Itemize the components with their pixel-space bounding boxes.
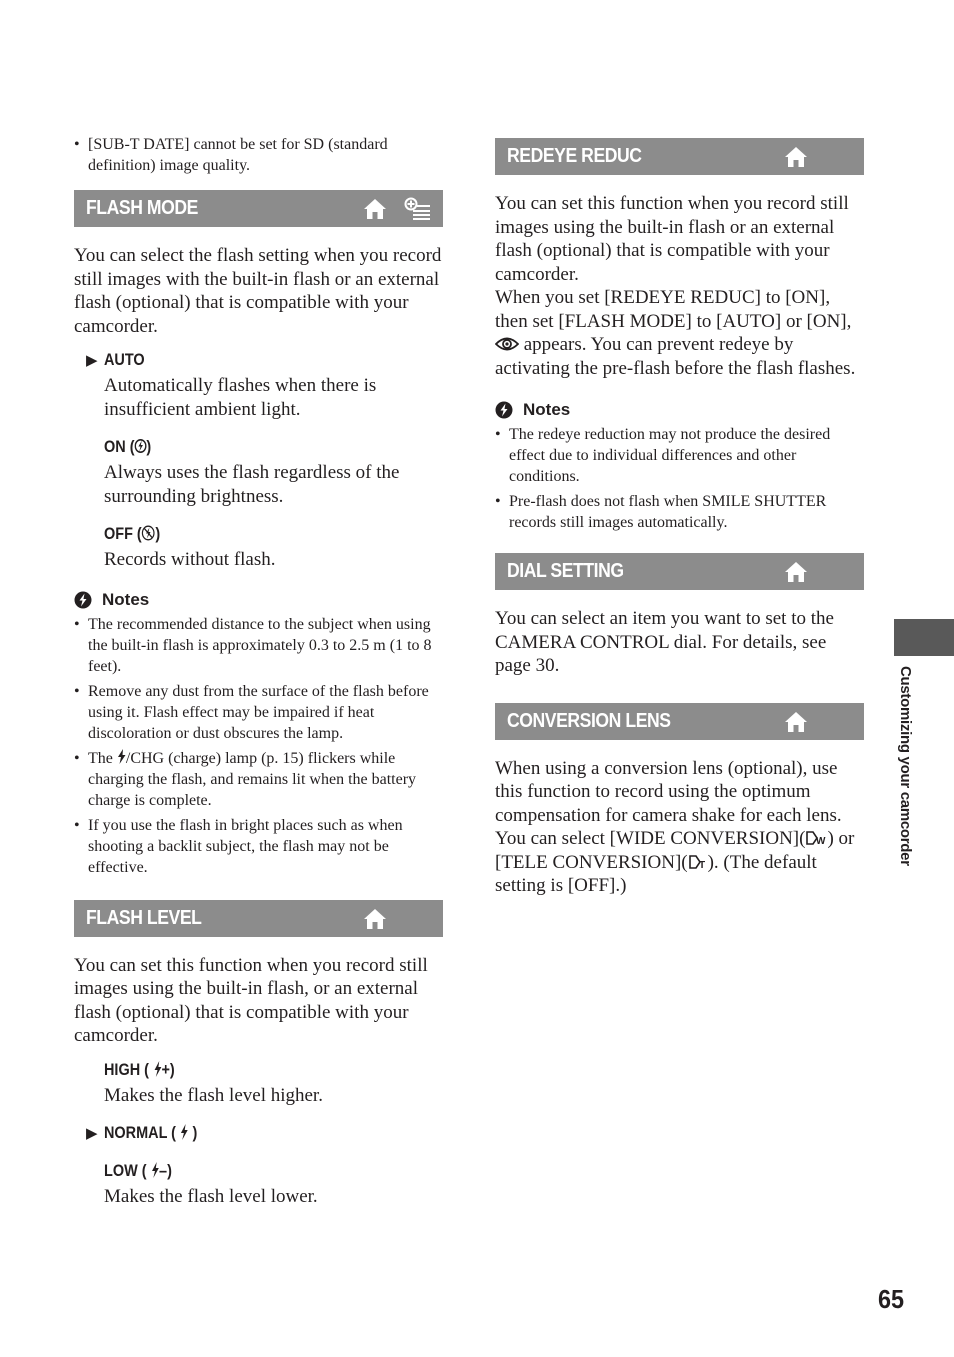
note-item: • If you use the flash in bright places such as when shooting a backlit subject, the flash may not be effective. (74, 815, 443, 878)
option-low: LOW ( –) (104, 1161, 172, 1180)
flash-mode-body: You can select the flash setting when you record still images with the built-in flash or an external flash (optional) that is compatible with your camcorder. (74, 245, 442, 337)
redeye-reduc-header (495, 138, 864, 175)
conversion-lens-body-1: When using a conversion lens (optional), use this function to record using the optimum compensation for camera shake for each lens. (495, 757, 842, 826)
tele-conversion-icon (688, 854, 708, 870)
note-item: • The recommended distance to the subject when using the built-in flash is approximately 0.3 to 2.5 m (1 to 8 feet). (74, 614, 443, 677)
intro-note-list (74, 134, 443, 176)
flash-on-icon (135, 438, 147, 454)
redeye-body-2: When you set [REDEYE REDUC] to [ON], then set [FLASH MODE] to [AUTO] or [ON], appears. You can prevent redeye by activating the pre-flash before the flash flashes. (495, 287, 856, 379)
flash-icon (153, 1061, 162, 1077)
wide-conversion-icon (805, 830, 827, 846)
redeye-body-1: You can set this function when you record still images using the built-in flash or an external flash (optional) that is compatible with your camcorder. (495, 193, 849, 285)
redeye-icon (495, 336, 519, 352)
svg-text:W: W (816, 836, 826, 846)
chapter-tab-marker (894, 619, 954, 656)
note-item: • The /CHG (charge) lamp (p. 15) flickers while charging the flash, and remains lit when the battery charge is complete. (74, 748, 443, 811)
default-arrow-icon: ▶ (86, 352, 98, 369)
dial-setting-title: DIAL SETTING (507, 560, 624, 582)
home-icon (784, 711, 808, 733)
note-item: • Remove any dust from the surface of the flash before using it. Flash effect may be impaired if heat discoloration or dust obscures the lamp. (74, 681, 443, 744)
option-high-desc: Makes the flash level higher. (104, 1084, 323, 1106)
flash-mode-header (74, 190, 443, 227)
conversion-lens-title: CONVERSION LENS (507, 709, 671, 732)
notes-icon (495, 401, 513, 419)
svg-text:T: T (698, 859, 705, 870)
default-arrow-icon: ▶ (86, 1125, 98, 1142)
flash-mode-title: FLASH MODE (86, 197, 198, 219)
left-column (74, 134, 443, 1209)
chapter-side-label: Customizing your camcorder (897, 666, 914, 866)
note-item: • Pre-flash does not flash when SMILE SHUTTER records still images automatically. (495, 491, 864, 533)
option-on-desc: Always uses the flash regardless of the surrounding brightness. (104, 462, 400, 507)
flash-level-body: You can set this function when you record still images using the built-in flash, or an external flash (optional) that is compatible with your camcorder. (74, 954, 428, 1046)
flash-mode-notes (74, 614, 443, 878)
option-normal: ▶ NORMAL ( ) (86, 1123, 198, 1142)
flash-icon (117, 749, 126, 764)
home-icon (363, 198, 387, 220)
dial-setting-body: You can select an item you want to set to the CAMERA CONTROL dial. For details, see page 30. (495, 608, 834, 676)
flash-off-icon (142, 525, 156, 541)
flash-level-title: FLASH LEVEL (86, 906, 202, 929)
conversion-lens-header (495, 703, 864, 740)
option-off: OFF ( ) (104, 524, 161, 543)
redeye-notes-heading: Notes (495, 400, 864, 420)
option-off-desc: Records without flash. (104, 549, 276, 570)
option-on: ON ( ) (104, 437, 152, 456)
option-auto: ▶ AUTO (86, 350, 145, 369)
right-column (495, 138, 864, 898)
redeye-notes (495, 424, 864, 533)
intro-note: • [SUB-T DATE] cannot be set for SD (standard definition) image quality. (74, 134, 443, 176)
redeye-reduc-title: REDEYE REDUC (507, 145, 642, 167)
home-icon (363, 908, 387, 930)
home-icon (784, 146, 808, 168)
conversion-lens-body-2: You can select [WIDE CONVERSION]( W ) or [TELE CONVERSION]( T ). (The default setting is [OFF].) (495, 828, 855, 896)
flash-level-header (74, 900, 443, 937)
note-item: • The redeye reduction may not produce the desired effect due to individual differences and other conditions. (495, 424, 864, 487)
option-high: HIGH ( +) (104, 1059, 175, 1079)
menu-list-icon (403, 197, 431, 221)
option-low-desc: Makes the flash level lower. (104, 1186, 318, 1207)
flash-icon (151, 1162, 160, 1178)
dial-setting-header (495, 553, 864, 590)
flash-icon (180, 1124, 189, 1140)
option-auto-desc: Automatically flashes when there is insufficient ambient light. (104, 375, 377, 420)
flash-mode-notes-heading: Notes (74, 590, 443, 610)
page-number: 65 (878, 1284, 905, 1314)
notes-icon (74, 591, 92, 609)
home-icon (784, 561, 808, 583)
